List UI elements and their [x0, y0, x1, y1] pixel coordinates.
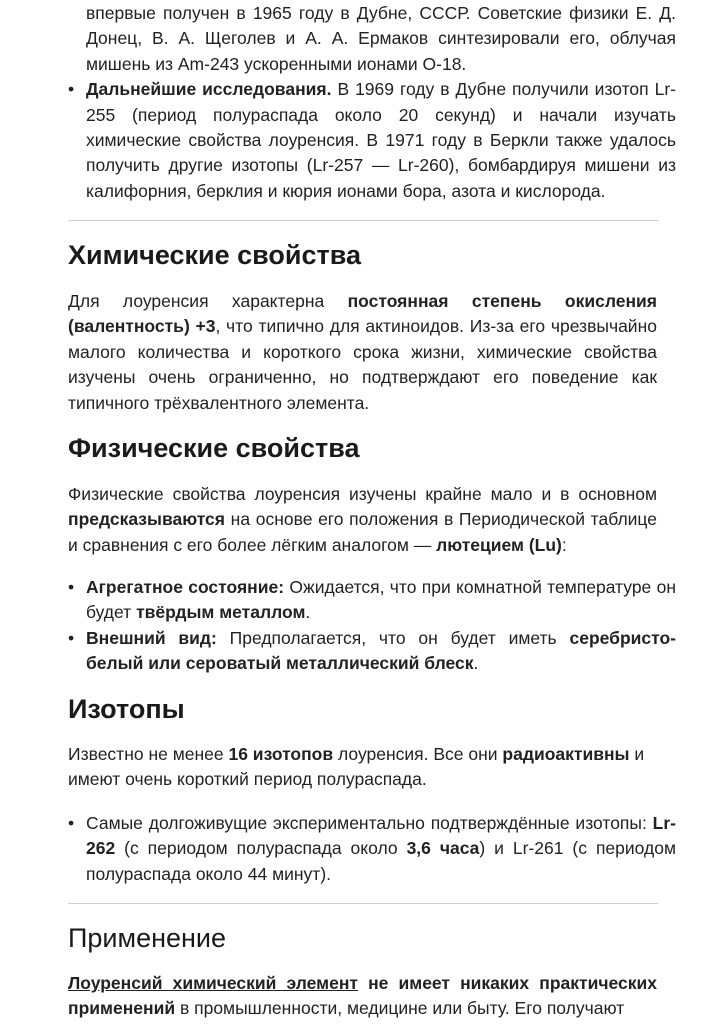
bold-text: серебристо-белый или сероватый металлический блеск [86, 627, 676, 674]
bold-text: Lr-262 [86, 813, 676, 859]
list-item [68, 77, 676, 204]
section-heading-physical: Физические свойства [68, 433, 360, 463]
list-item-title: Агрегатное состояние: [86, 577, 285, 597]
list-item-text: впервые получен в 1965 году в Дубне, СССР. Советские физики Е. Д. Донец, В. А. Щеголев и А. А. Ермаков синтезировали его, облучая мишень из Am-243 ускоренными ионами O-18. [86, 3, 676, 74]
text: Для лоуренсия характерна [68, 291, 348, 311]
text: Известно не менее [68, 744, 229, 764]
text: лоуренсия. Все они [333, 744, 503, 764]
list-item-text: Самые долгоживущие экспериментально подтверждённые изотопы: [86, 813, 653, 833]
isotopes-paragraph [68, 742, 657, 793]
oxidation-state-text: постоянная степень окисления (валентность) +3 [68, 291, 657, 337]
section-divider [68, 220, 658, 221]
history-list [68, 1, 676, 204]
list-item [68, 626, 676, 677]
section-heading-chemical: Химические свойства [68, 240, 362, 270]
list-item [68, 575, 676, 626]
bullet-icon: • [68, 79, 75, 100]
list-item-text: Предполагается, что он будет иметь [216, 627, 570, 648]
section-heading-isotopes: Изотопы [68, 694, 185, 724]
text: в промышленности, медицине или быту. Его получают [175, 998, 625, 1019]
bullet-icon: • [68, 577, 75, 597]
list-item-text: Ожидается, что при комнатной температуре он будет [86, 577, 676, 623]
bullet-icon: • [68, 627, 75, 648]
bold-text: 3,6 часа [406, 838, 480, 859]
text: и имеют очень короткий период полураспада. [68, 744, 645, 790]
text: ) и Lr-261 (с периодом полураспада около 44 минут). [86, 838, 676, 884]
bold-text: 16 изотопов [228, 744, 334, 764]
text: (с периодом полураспада около [115, 838, 407, 859]
element-link[interactable]: Лоуренсий химический элемент [68, 973, 358, 993]
isotopes-list [68, 811, 676, 887]
list-item-title: Внешний вид: [86, 627, 217, 648]
section-divider [68, 903, 658, 904]
text: Физические свойства лоуренсия изучены крайне мало и в основном [68, 484, 657, 504]
text: . [305, 602, 311, 623]
bold-text: предсказываются [68, 509, 226, 530]
section-heading-application: Применение [68, 923, 227, 953]
bold-text: твёрдым металлом [136, 602, 306, 623]
physical-paragraph [68, 482, 657, 558]
list-item [68, 1, 676, 77]
bullet-icon: • [68, 813, 75, 833]
chemical-paragraph [68, 289, 657, 416]
text: : [561, 534, 567, 555]
bold-text: радиоактивны [502, 744, 630, 764]
bold-text: не имеет никаких практических применений [68, 973, 657, 1019]
text: на основе его положения в Периодической таблице и сравнения с его более лёгким аналогом — [68, 509, 657, 555]
list-item-text: В 1969 году в Дубне получили изотоп Lr-255 (период полураспада около 20 секунд) и начали изучать химические свойства лоуренсия. В 1971 году в Беркли также удалось получить другие изотопы (Lr-257 — Lr-260), бомбардируя мишени из калифорния, берклия и кюрия ионами бора, азота и кислорода. [86, 79, 676, 201]
physical-list [68, 575, 676, 677]
text: , что типично для актиноидов. Из-за его чрезвычайно малого количества и короткого срока жизни, химические свойства изучены очень ограниченно, но подтверждают его поведение как типичного трёхвалентного элемента. [68, 316, 657, 413]
bold-text: лютецием (Lu) [436, 534, 562, 555]
list-item-title: Дальнейшие исследования. [86, 79, 332, 100]
text: . [473, 653, 479, 674]
application-paragraph [68, 971, 657, 1022]
list-item [68, 811, 676, 887]
